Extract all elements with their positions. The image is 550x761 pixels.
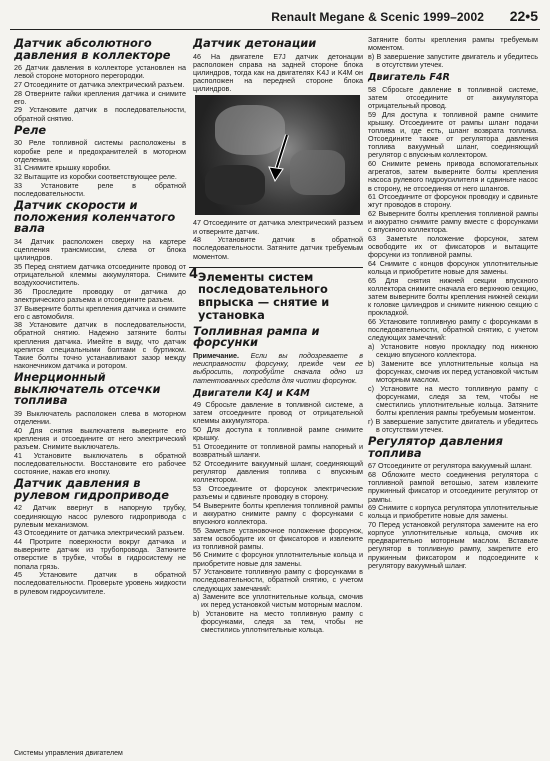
paragraph: 59 Для доступа к топливной рампе снимите крышку. Отсоедините от рампы шланг подачи топлива и, где есть, шланг возврата топлива. Отсоедините также от регулятора давления топлива вакуумный шланг, соединяющий регулятор с впускным коллектором. [368, 109, 538, 160]
paragraph: 33 Установите реле в обратной последовательности. [14, 180, 186, 198]
paragraph: 42 Датчик ввернут в напорную трубку, соединяющую насос рулевого гидропривода с рулевым механизмом. [14, 503, 186, 529]
heading-crank-sensor: Датчик скорости и положения коленчатого вала [14, 197, 176, 236]
paragraph: 32 Вытащите из коробки соответствующее реле. [14, 172, 177, 181]
paragraph: 27 Отсоедините от датчика электрический разъем. [14, 80, 185, 89]
header-rule [10, 29, 540, 30]
heading-fuel-pressure-regulator: Регулятор давления топлива [368, 434, 503, 460]
heading-map-sensor: Датчик абсолютного давления в коллекторе [14, 36, 171, 62]
list-item: г) В завершение запустите двигатель и убедитесь в отсутствии утечек. [368, 416, 538, 435]
note-label: Примечание. [193, 351, 240, 361]
paragraph: 38 Установите датчик в последовательности, обратной снятию. Надежно затяните болты крепления датчика. Имейте в виду, что датчик крепится специальными болтами с буртиком. Такие болты точно устанавливают зазор между наконечником датчика и ротором. [14, 320, 186, 371]
paragraph: 47 Отсоедините от датчика электрический разъем и отверните датчик. [193, 218, 363, 236]
note [193, 352, 363, 385]
paragraph: Затяните болты крепления рампы требуемым моментом. [368, 35, 538, 53]
page-footer: Системы управления двигателем [14, 750, 123, 757]
heading-power-steering-sensor: Датчик давления в рулевом гидроприводе [14, 476, 170, 502]
paragraph: 51 Отсоедините от топливной рампы напорный и возвратный шланги. [193, 441, 363, 460]
engine-photo [195, 95, 360, 215]
paragraph: 41 Установите выключатель в обратной последовательности. Восстановите его рабочее состояние, нажав его кнопку. [14, 450, 186, 477]
paragraph: 65 Для снятия нижней секции впускного коллектора снимите сначала его верхнюю секцию, затем выверните болты крепления нижней секции к головке цилиндров и снимите нижнюю секцию с прокладкой. [368, 275, 538, 318]
paragraph: 66 Установите топливную рампу с форсунками в последовательности, обратной снятию, с учетом следующих замечаний: [368, 317, 538, 343]
paragraph: 50 Для доступа к топливной рампе снимите крышку. [193, 425, 363, 443]
section-heading [189, 267, 363, 322]
paragraph: 68 Обложите место соединения регулятора с топливной рампой ветошью, затем извлеките пружинный фиксатор и отсоедините регулятор от рампы. [368, 470, 538, 504]
paragraph: 45 Установите датчик в обратной последовательности. Проверьте уровень жидкости в рулевом гидроусилителе. [14, 570, 186, 596]
paragraph: 40 Для снятия выключателя выверните его крепления и отсоедините от него электрический разъем. Снимите выключатель. [14, 425, 186, 452]
list-item: в) В завершение запустите двигатель и убедитесь в отсутствии утечек. [368, 51, 538, 69]
arrow-icon [195, 95, 360, 215]
page-header [0, 0, 550, 32]
list-item: b) Установите на место топливную рампу с форсунками, следя за тем, чтобы не сместились уплотнительные кольца. [193, 609, 363, 635]
subheading-k4j-k4m: Двигатели K4J и K4M [193, 387, 310, 399]
paragraph: 26 Датчик давления в коллекторе установлен на левой стороне моторного перегородки. [14, 63, 186, 81]
heading-relay: Реле [14, 122, 47, 137]
column-left [14, 36, 186, 596]
paragraph: 62 Выверните болты крепления топливной рампы и аккуратно снимите рампу вместе с форсунками с впускного коллектора. [368, 208, 538, 235]
paragraph: 54 Выверните болты крепления топливной рампы и аккуратно снимите рампу с форсунками с впускного коллектора. [193, 500, 363, 526]
book-title: Renault Megane & Scenic 1999–2002 [271, 10, 484, 24]
paragraph: 44 Протрите поверхности вокруг датчика и выверните датчик из трубопровода. Заткните отверстие в трубке, чтобы в гидросистему не попала грязь. [14, 537, 186, 571]
heading-knock-sensor: Датчик детонации [193, 36, 317, 50]
column-middle [189, 36, 363, 635]
paragraph: 57 Установите топливную рампу с форсунками в последовательности, обратной снятию, с учетом следующих замечаний: [193, 567, 363, 593]
section-title: Элементы систем последовательного впрыска — снятие и установка [198, 269, 330, 323]
column-right [368, 36, 538, 570]
paragraph: 56 Снимите с форсунок уплотнительные кольца и приобретите новые для замены. [193, 550, 363, 568]
list-item: a) Установите новую прокладку под нижнюю секцию впускного коллектора. [368, 341, 538, 360]
paragraph: 67 Отсоедините от регулятора вакуумный шланг. [368, 461, 532, 471]
paragraph: 52 Отсоедините вакуумный шланг, соединяющий регулятор давления топлива с впускным коллектором. [193, 458, 363, 485]
paragraph: 28 Отверните гайки крепления датчика и снимите его. [14, 88, 186, 106]
heading-fuel-rail: Топливная рампа и форсунки [193, 323, 320, 350]
heading-inertia-switch: Инерционный выключатель отсечки топлива [14, 370, 161, 408]
paragraph: 64 Снимите с концов форсунок уплотнительные кольца и приобретите новые для замены. [368, 258, 538, 277]
paragraph: 69 Снимите с корпуса регулятора уплотнительные кольца и приобретите новые для замены. [368, 503, 538, 521]
list-item: a) Замените все уплотнительные кольца, смочив их перед установкой чистым моторным маслом. [193, 592, 363, 610]
paragraph: 61 Отсоедините от форсунок проводку и сдвиньте жгут проводов в сторону. [368, 192, 538, 210]
paragraph: 48 Установите датчик в обратной последовательности. Затяните датчик требуемым моментом. [193, 235, 363, 261]
paragraph: 31 Снимите крышку коробки. [14, 163, 111, 173]
paragraph: 36 Проследите проводку от датчика до электрического разъема и отсоедините разъем. [14, 286, 186, 304]
paragraph: 35 Перед снятием датчика отсоедините провод от отрицательной клеммы аккумулятора. Снимите воздухоочиститель. [14, 261, 186, 288]
paragraph: 49 Сбросьте давление в топливной системе, а затем отсоедините провод от отрицательной клеммы аккумулятора. [193, 400, 363, 426]
paragraph: 55 Заметьте установочное положение форсунок, затем освободите их от фиксаторов и извлеките из топливной рампы. [193, 525, 363, 551]
paragraph: 34 Датчик расположен сверху на картере сцепления трансмиссии, слева от блока цилиндров. [14, 236, 186, 263]
paragraph: 53 Отсоедините от форсунок электрические разъемы и сдвиньте проводку в сторону. [193, 483, 363, 501]
paragraph: 29 Установите датчик в последовательности, обратной снятию. [14, 105, 186, 123]
paragraph: 37 Выверните болты крепления датчика и снимите его с автомобиля. [14, 303, 186, 321]
note-text: Если вы подозреваете в неисправности форсунку, прежде чем ее выбросить, попробуйте сначала одно из патентованных средств для чистки форсунок. [193, 351, 363, 385]
page-number: 22•5 [509, 8, 538, 24]
list-item: c) Установите на место топливную рампу с форсунками, следя за тем, чтобы не сместились уплотнительные кольца. Затяните болты крепления рампы требуемым моментом. [368, 383, 538, 418]
paragraph: 70 Перед установкой регулятора замените на его корпусе уплотнительные кольца, смочив их предварительно моторным маслом. Вставьте регулятор в топливную рампу, закрепите его пружинным фиксатором и подсоедините к регулятору вакуумный шланг. [368, 519, 538, 570]
paragraph: 60 Снимите ремень привода вспомогательных агрегатов, затем выверните болты крепления насоса рулевого гидроусилителя и сдвиньте насос в сторону, не отсоединяя от него шлангов. [368, 159, 538, 193]
section-number: 4 [189, 266, 199, 282]
paragraph: 46 На двигателе E7J датчик детонации расположен справа на задней стороне блока цилиндров, тогда как на двигателях K4J и K4M он расположен на передней стороне блока цилиндров. [193, 51, 363, 94]
paragraph: 43 Отсоедините от датчика электрический разъем. [14, 528, 185, 538]
subheading-f4r: Двигатель F4R [368, 72, 450, 84]
paragraph: 58 Сбросьте давление в топливной системе, затем отсоедините от аккумулятора отрицательный провод. [368, 84, 538, 110]
paragraph: 30 Реле топливной системы расположены в коробке реле и предохранителей в моторном отделении. [14, 138, 186, 164]
paragraph: 63 Заметьте положение форсунок, затем освободите их от фиксаторов и вытащите форсунки из топливной рампы. [368, 233, 538, 260]
paragraph: 39 Выключатель расположен слева в моторном отделении. [14, 409, 186, 427]
list-item: b) Замените все уплотнительные кольца на форсунках, смочив их перед установкой чистым моторным маслом. [368, 358, 538, 385]
